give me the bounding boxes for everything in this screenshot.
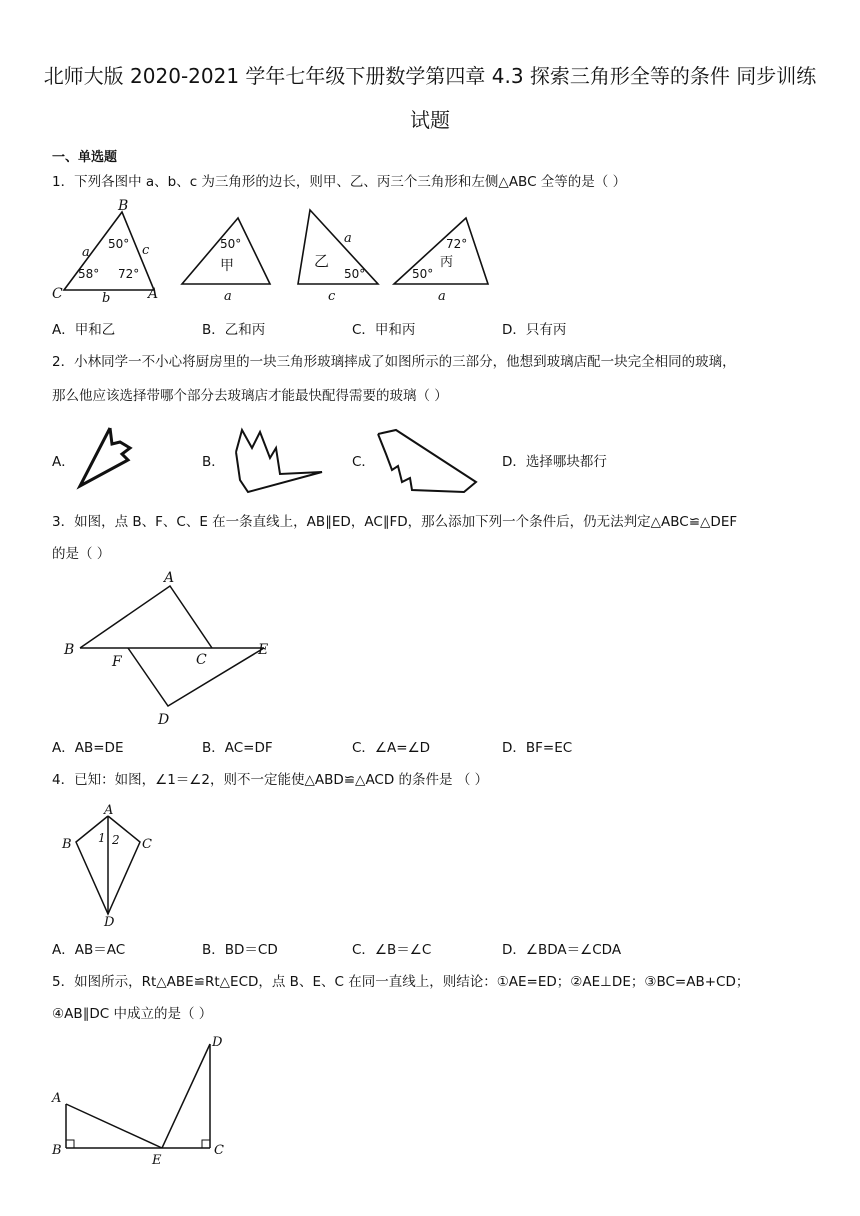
fig5-label-C: C: [214, 1143, 224, 1158]
q4-option-c: C．∠B＝∠C: [352, 942, 432, 958]
fig4-angle-2: 2: [112, 833, 120, 847]
side-a: a: [82, 245, 90, 260]
question-5-figure: [48, 1030, 238, 1170]
label-C: C: [52, 286, 63, 302]
q2-option-d: D．选择哪块都行: [502, 454, 607, 470]
fig3-label-E: E: [258, 642, 269, 658]
fig4-label-D: D: [104, 915, 115, 930]
yi-name: 乙: [314, 252, 330, 270]
angle-C: 58°: [78, 267, 100, 281]
angle-B: 50°: [108, 237, 130, 251]
question-5-text-line2: ④AB∥DC 中成立的是（ ）: [52, 1006, 213, 1022]
angle-A: 72°: [118, 267, 140, 281]
q1-option-a: A．甲和乙: [52, 322, 116, 338]
fig3-label-B: B: [64, 642, 75, 658]
question-3-figure: [58, 566, 288, 728]
fig3-label-C: C: [196, 652, 207, 668]
yi-side-a: a: [344, 231, 352, 246]
fig3-label-D: D: [158, 712, 170, 728]
side-c: c: [142, 243, 150, 258]
bing-name: 丙: [440, 255, 454, 270]
question-5-text-line1: 5．如图所示，Rt△ABE≌Rt△ECD，点 B、E、C 在同一直线上，则结论：①AE=ED；②AE⊥DE；③BC=AB+CD；: [52, 974, 750, 990]
side-b: b: [102, 291, 111, 304]
fig4-label-B: B: [62, 837, 72, 852]
question-4-figure: [58, 798, 168, 930]
fig5-label-A: A: [52, 1091, 62, 1106]
bing-angle-1: 72°: [446, 237, 468, 251]
glass-piece-b: [222, 422, 332, 494]
fig5-label-E: E: [152, 1153, 162, 1168]
yi-angle: 50°: [344, 267, 366, 281]
glass-piece-a: [70, 420, 150, 492]
question-3-text-line1: 3．如图，点 B、F、C、E 在一条直线上，AB∥ED，AC∥FD，那么添加下列一个条件后，仍无法判定△ABC≌△DEF: [52, 514, 738, 530]
fig4-angle-1: 1: [98, 831, 106, 845]
q1-option-b: B．乙和丙: [202, 322, 266, 338]
fig4-label-C: C: [142, 837, 152, 852]
q3-option-a: A．AB=DE: [52, 740, 124, 756]
q2-option-c: C．: [352, 454, 375, 470]
q2-option-a: A．: [52, 454, 75, 470]
jia-name: 甲: [220, 258, 234, 274]
jia-angle: 50°: [220, 237, 242, 251]
fig5-label-D: D: [212, 1035, 223, 1050]
q3-option-b: B．AC=DF: [202, 740, 273, 756]
q3-option-c: C．∠A=∠D: [352, 740, 431, 756]
doc-title-line2: 试题: [410, 108, 450, 132]
q4-option-d: D．∠BDA＝∠CDA: [502, 942, 622, 958]
question-4-text: 4．已知：如图，∠1＝∠2，则不一定能使△ABD≌△ACD 的条件是 （ ）: [52, 772, 489, 788]
q3-option-d: D．BF=EC: [502, 740, 573, 756]
question-1-text: 1．下列各图中 a、b、c 为三角形的边长，则甲、乙、丙三个三角形和左侧△ABC 全等的是（ ）: [52, 174, 627, 190]
jia-side: a: [224, 289, 232, 304]
yi-side-c: c: [328, 289, 336, 304]
doc-title-line1: 北师大版 2020-2021 学年七年级下册数学第四章 4.3 探索三角形全等的条件 同步训练: [43, 64, 817, 88]
fig5-label-B: B: [52, 1143, 62, 1158]
fig3-label-F: F: [112, 654, 122, 670]
q4-option-a: A．AB＝AC: [52, 942, 126, 958]
glass-piece-c: [372, 426, 486, 498]
fig4-label-A: A: [104, 803, 114, 818]
bing-side: a: [438, 289, 446, 304]
question-2-text-line2: 那么他应该选择带哪个部分去玻璃店才能最快配得需要的玻璃（ ）: [52, 388, 448, 404]
label-A: A: [148, 286, 159, 302]
bing-angle-2: 50°: [412, 267, 434, 281]
q1-option-c: C．甲和丙: [352, 322, 416, 338]
q2-option-b: B．: [202, 454, 225, 470]
label-B: B: [118, 198, 129, 214]
question-1-figure: [48, 198, 508, 304]
q4-option-b: B．BD＝CD: [202, 942, 278, 958]
q1-option-d: D．只有丙: [502, 322, 567, 338]
question-2-text-line1: 2．小林同学一不小心将厨房里的一块三角形玻璃摔成了如图所示的三部分，他想到玻璃店配一块完全相同的玻璃，: [52, 354, 736, 370]
fig3-label-A: A: [164, 570, 175, 586]
section-heading: 一、单选题: [52, 150, 118, 165]
question-3-text-line2: 的是（ ）: [52, 546, 111, 562]
